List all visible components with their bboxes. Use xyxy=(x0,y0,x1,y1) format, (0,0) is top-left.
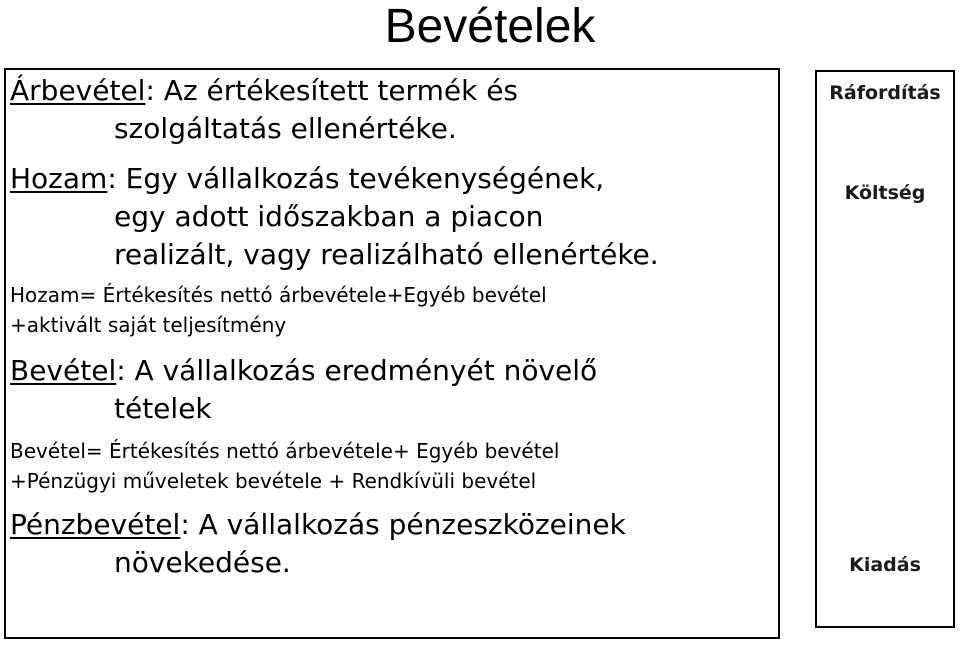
definition-hozam-text: : Egy vállalkozás tevékenységének, xyxy=(107,162,605,195)
definition-arbevetel xyxy=(10,72,776,148)
formula-hozam-line-2: +aktivált saját teljesítmény xyxy=(10,313,287,337)
formula-bevetel-line-1: Bevétel= Értékesítés nettó árbevétele+ Egyéb bevétel xyxy=(10,439,560,463)
term-penzbevetel: Pénzbevétel xyxy=(10,508,181,541)
side-label-rafordítas: Ráfordítás xyxy=(829,82,941,104)
definition-arbevetel-continuation: szolgáltatás ellenértéke. xyxy=(114,112,457,145)
term-bevetel: Bevétel xyxy=(10,354,117,387)
definition-hozam xyxy=(10,160,776,274)
formula-bevetel-line-2: +Pénzügyi műveletek bevétele + Rendkívüli bevétel xyxy=(10,469,537,493)
definitions-content xyxy=(10,72,776,582)
definition-penzbevetel-text: : A vállalkozás pénzeszközeinek xyxy=(180,508,626,541)
definition-bevetel-text: : A vállalkozás eredményét növelő xyxy=(116,354,598,387)
definition-penzbevetel-continuation: növekedése. xyxy=(114,546,291,579)
formula-hozam-line-1: Hozam= Értékesítés nettó árbevétele+Egyéb bevétel xyxy=(10,283,547,307)
formula-hozam xyxy=(10,280,776,340)
formula-bevetel xyxy=(10,436,776,496)
definition-penzbevetel xyxy=(10,506,776,582)
side-label-koltseg: Költség xyxy=(844,182,926,204)
definition-hozam-continuation-1: egy adott időszakban a piacon xyxy=(114,200,544,233)
slide-title: Bevételek xyxy=(384,0,596,53)
side-panel xyxy=(815,70,955,628)
side-label-kiadas: Kiadás xyxy=(849,554,921,576)
term-arbevetel: Árbevétel xyxy=(10,74,146,107)
definition-arbevetel-text: : Az értékesített termék és xyxy=(145,74,519,107)
definition-bevetel-continuation: tételek xyxy=(114,392,212,425)
definition-hozam-continuation-2: realizált, vagy realizálható ellenértéke. xyxy=(114,238,659,271)
term-hozam: Hozam xyxy=(10,162,108,195)
definition-bevetel xyxy=(10,352,776,428)
